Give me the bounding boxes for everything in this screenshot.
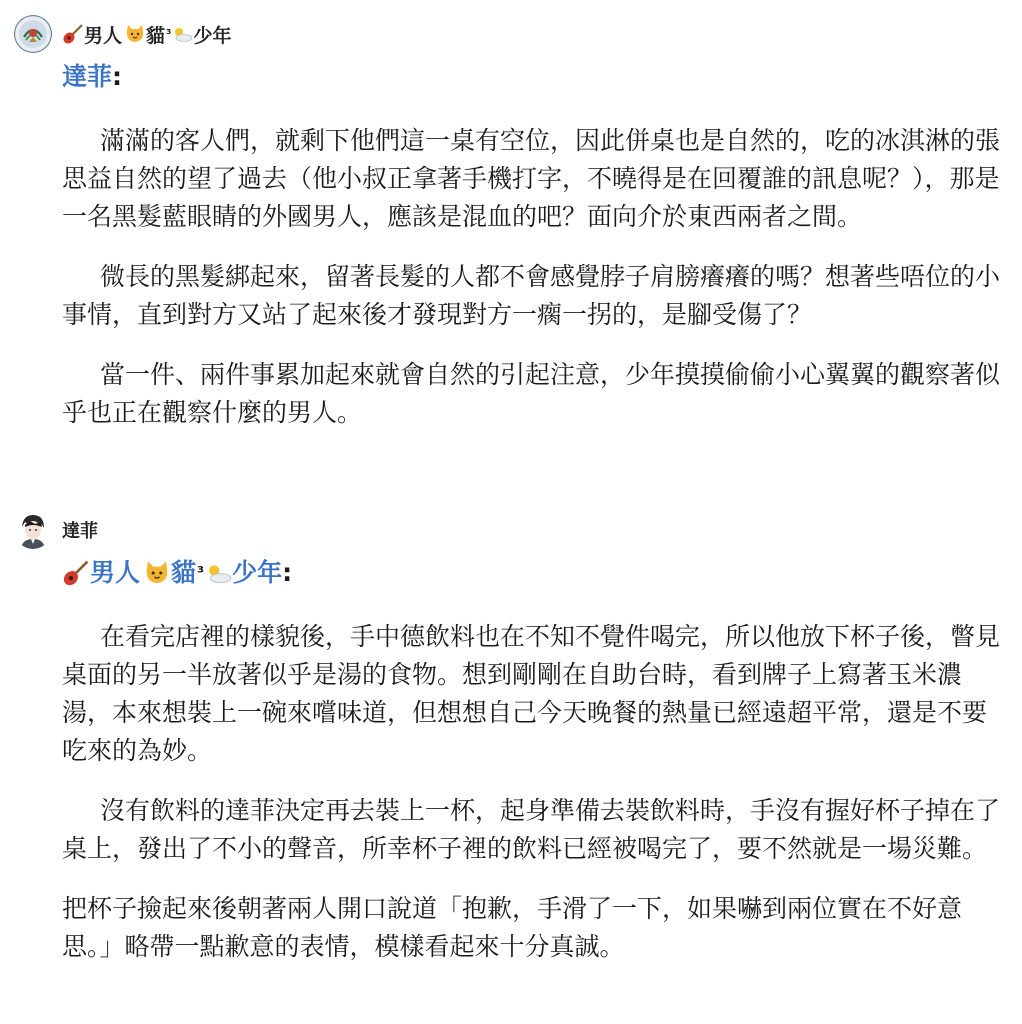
guitar-icon xyxy=(62,23,84,45)
message-paragraph: 在看完店裡的樣貌後，手中德飲料也在不知不覺件喝完，所以他放下杯子後，瞥見桌面的另一半放著似乎是湯的食物。想到剛剛在自助台時，看到牌子上寫著玉米濃湯，本來想裝上一碗來嚐味道，但想想自己今天晚餐的熱量已經遠超平常，還是不要吃來的為妙。 xyxy=(62,622,1001,765)
addressee-colon: : xyxy=(282,558,293,587)
addressee-part2: 貓 xyxy=(171,558,197,587)
addressee-mention[interactable] xyxy=(62,60,1007,94)
message-header xyxy=(14,510,98,550)
message-header xyxy=(14,14,231,54)
sender-name-sup: ³ xyxy=(166,27,172,41)
anime-character-avatar-icon[interactable] xyxy=(14,511,52,549)
message-body xyxy=(62,556,1007,966)
message-paragraph: 當一件、兩件事累加起來就會自然的引起注意，少年摸摸偷偷小心翼翼的觀察著似乎也正在觀察什麼的男人。 xyxy=(62,360,1001,427)
cat-face-icon xyxy=(143,559,171,587)
message-paragraph: 把杯子撿起來後朝著兩人開口說道「抱歉，手滑了一下，如果嚇到兩位實在不好意思。」略帶一點歉意的表情，模樣看起來十分真誠。 xyxy=(62,894,963,961)
sender-name-part2: 貓 xyxy=(146,24,166,47)
addressee-part1: 男人 xyxy=(90,558,141,587)
addressee-mention[interactable] xyxy=(62,556,1007,590)
addressee-name: 達菲 xyxy=(62,62,113,91)
addressee-part3: 少年 xyxy=(232,558,283,587)
sender-name-part3: 少年 xyxy=(193,24,232,47)
addressee-sup: ³ xyxy=(197,563,205,582)
guitar-icon xyxy=(62,559,90,587)
message-body xyxy=(62,60,1007,432)
sender-name[interactable]: 達菲 xyxy=(62,521,98,542)
sun-cloud-icon xyxy=(171,23,193,45)
message-paragraph: 沒有飲料的達菲決定再去裝上一杯，起身準備去裝飲料時，手沒有握好杯子掉在了桌上，發出了不小的聲音，所幸杯子裡的飲料已經被喝完了，要不然就是一場災難。 xyxy=(62,796,1001,863)
sun-cloud-icon xyxy=(204,559,232,587)
message-paragraph: 微長的黑髮綁起來，留著長髮的人都不會感覺脖子肩膀癢癢的嗎？想著些唔位的小事情，直到對方又站了起來後才發現對方一瘸一拐的，是腳受傷了？ xyxy=(62,262,1001,329)
sender-name-part1: 男人 xyxy=(84,24,123,47)
addressee-colon: : xyxy=(112,62,123,91)
emblem-avatar-icon[interactable] xyxy=(14,15,52,53)
cat-face-icon xyxy=(124,23,146,45)
message-paragraph: 滿滿的客人們，就剩下他們這一桌有空位，因此併桌也是自然的，吃的冰淇淋的張思益自然的望了過去（他小叔正拿著手機打字，不曉得是在回覆誰的訊息呢？），那是一名黑髮藍眼睛的外國男人，應該是混血的吧？面向介於東西兩者之間。 xyxy=(62,126,1001,231)
sender-name[interactable] xyxy=(62,21,231,48)
